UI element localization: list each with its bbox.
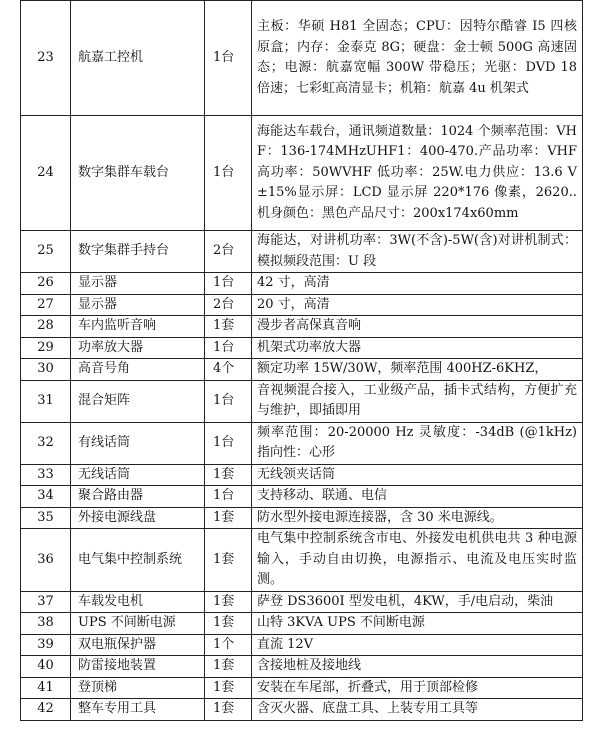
item-number: 42	[21, 699, 71, 721]
item-quantity: 1套	[205, 316, 252, 338]
item-quantity: 1套	[205, 529, 252, 592]
item-quantity: 1台	[205, 422, 252, 464]
item-quantity: 1套	[205, 699, 252, 721]
item-number: 35	[21, 507, 71, 529]
item-number: 32	[21, 422, 71, 464]
item-quantity: 4个	[205, 359, 252, 381]
item-specification: 直流 12V	[252, 634, 583, 656]
item-number: 23	[21, 1, 71, 116]
item-number: 25	[21, 231, 71, 273]
item-number: 37	[21, 591, 71, 613]
table-row	[21, 359, 583, 381]
item-name: 航嘉工控机	[71, 1, 205, 116]
item-specification: 电气集中控制系统含市电、外接发电机供电共 3 种电源输入，手动自由切换，电源指示、电流及电压实时监测。	[252, 529, 583, 592]
item-quantity: 1套	[205, 677, 252, 699]
item-name: 外接电源线盘	[71, 507, 205, 529]
table-row	[21, 1, 583, 116]
item-name: 显示器	[71, 294, 205, 316]
item-quantity: 1套	[205, 613, 252, 635]
item-specification: 含灭火器、底盘工具、上装专用工具等	[252, 699, 583, 721]
item-specification: 额定功率 15W/30W，频率范围 400HZ-6KHZ，	[252, 359, 583, 381]
equipment-table-body	[21, 1, 583, 721]
item-number: 40	[21, 656, 71, 678]
item-name: 整车专用工具	[71, 699, 205, 721]
item-quantity: 1套	[205, 591, 252, 613]
item-specification: 山特 3KVA UPS 不间断电源	[252, 613, 583, 635]
item-name: 登顶梯	[71, 677, 205, 699]
item-name: 聚合路由器	[71, 486, 205, 508]
item-name: 混合矩阵	[71, 380, 205, 422]
item-quantity: 2台	[205, 294, 252, 316]
item-name: 显示器	[71, 273, 205, 295]
item-number: 24	[21, 116, 71, 231]
item-specification: 含接地桩及接地线	[252, 656, 583, 678]
table-row	[21, 507, 583, 529]
table-row	[21, 116, 583, 231]
table-row	[21, 486, 583, 508]
item-number: 28	[21, 316, 71, 338]
item-name: 防雷接地装置	[71, 656, 205, 678]
item-number: 38	[21, 613, 71, 635]
table-row	[21, 613, 583, 635]
item-name: UPS 不间断电源	[71, 613, 205, 635]
table-row	[21, 699, 583, 721]
equipment-list	[20, 0, 582, 721]
item-number: 36	[21, 529, 71, 592]
item-specification: 主板：华硕 H81 全固态；CPU：因特尔酷睿 I5 四核原盒；内存：金泰克 8G；硬盘：金士顿 500G 高速固态；电源：航嘉宽幅 300W 带稳压；光驱：DVD 18 倍速；七彩虹高清显卡；机箱：航嘉 4u 机架式	[252, 1, 583, 116]
table-row	[21, 273, 583, 295]
item-quantity: 1台	[205, 116, 252, 231]
item-specification: 海能达车载台，通讯频道数量：1024 个频率范围：VHF：136-174MHzUHF1：400-470.产品功率：VHF 高功率：50WVHF 低功率：25W.电力供应：13.6 V ±15%显示屏：LCD 显示屏 220*176 像素，2620..机身颜色：黑色产品尺寸：200x174x60mm	[252, 116, 583, 231]
item-name: 双电瓶保护器	[71, 634, 205, 656]
item-name: 车内监听音响	[71, 316, 205, 338]
item-name: 电气集中控制系统	[71, 529, 205, 592]
item-quantity: 1套	[205, 656, 252, 678]
table-row	[21, 464, 583, 486]
table-row	[21, 591, 583, 613]
item-quantity: 1台	[205, 486, 252, 508]
item-name: 数字集群车载台	[71, 116, 205, 231]
item-specification: 防水型外接电源连接器，含 30 米电源线。	[252, 507, 583, 529]
item-number: 29	[21, 337, 71, 359]
item-quantity: 1套	[205, 507, 252, 529]
item-number: 30	[21, 359, 71, 381]
item-name: 功率放大器	[71, 337, 205, 359]
table-row	[21, 380, 583, 422]
table-row	[21, 634, 583, 656]
item-quantity: 1个	[205, 634, 252, 656]
item-name: 高音号角	[71, 359, 205, 381]
item-name: 车载发电机	[71, 591, 205, 613]
item-specification: 42 寸，高清	[252, 273, 583, 295]
item-quantity: 1台	[205, 380, 252, 422]
item-specification: 机架式功率放大器	[252, 337, 583, 359]
item-name: 数字集群手持台	[71, 231, 205, 273]
table-row	[21, 656, 583, 678]
item-name: 无线话筒	[71, 464, 205, 486]
table-row	[21, 422, 583, 464]
item-quantity: 1台	[205, 337, 252, 359]
equipment-table	[20, 0, 583, 721]
item-quantity: 2台	[205, 231, 252, 273]
table-row	[21, 231, 583, 273]
item-specification: 海能达，对讲机功率：3W(不含)-5W(含)对讲机制式：模拟频段范围：U 段	[252, 231, 583, 273]
item-number: 34	[21, 486, 71, 508]
table-row	[21, 294, 583, 316]
table-row	[21, 677, 583, 699]
item-number: 41	[21, 677, 71, 699]
item-quantity: 1台	[205, 1, 252, 116]
table-row	[21, 316, 583, 338]
item-number: 26	[21, 273, 71, 295]
table-row	[21, 337, 583, 359]
item-specification: 萨登 DS3600I 型发电机，4KW，手/电启动，柴油	[252, 591, 583, 613]
item-number: 39	[21, 634, 71, 656]
item-quantity: 1台	[205, 273, 252, 295]
item-name: 有线话筒	[71, 422, 205, 464]
item-specification: 音视频混合接入，工业级产品，插卡式结构，方便扩充与维护，即插即用	[252, 380, 583, 422]
item-specification: 20 寸，高清	[252, 294, 583, 316]
item-quantity: 1套	[205, 464, 252, 486]
item-number: 33	[21, 464, 71, 486]
table-row	[21, 529, 583, 592]
item-specification: 无线领夹话筒	[252, 464, 583, 486]
item-specification: 支持移动、联通、电信	[252, 486, 583, 508]
item-specification: 频率范围：20-20000 Hz 灵敏度：-34dB (@1kHz) 指向性：心形	[252, 422, 583, 464]
item-specification: 安装在车尾部，折叠式，用于顶部检修	[252, 677, 583, 699]
item-specification: 漫步者高保真音响	[252, 316, 583, 338]
item-number: 27	[21, 294, 71, 316]
item-number: 31	[21, 380, 71, 422]
